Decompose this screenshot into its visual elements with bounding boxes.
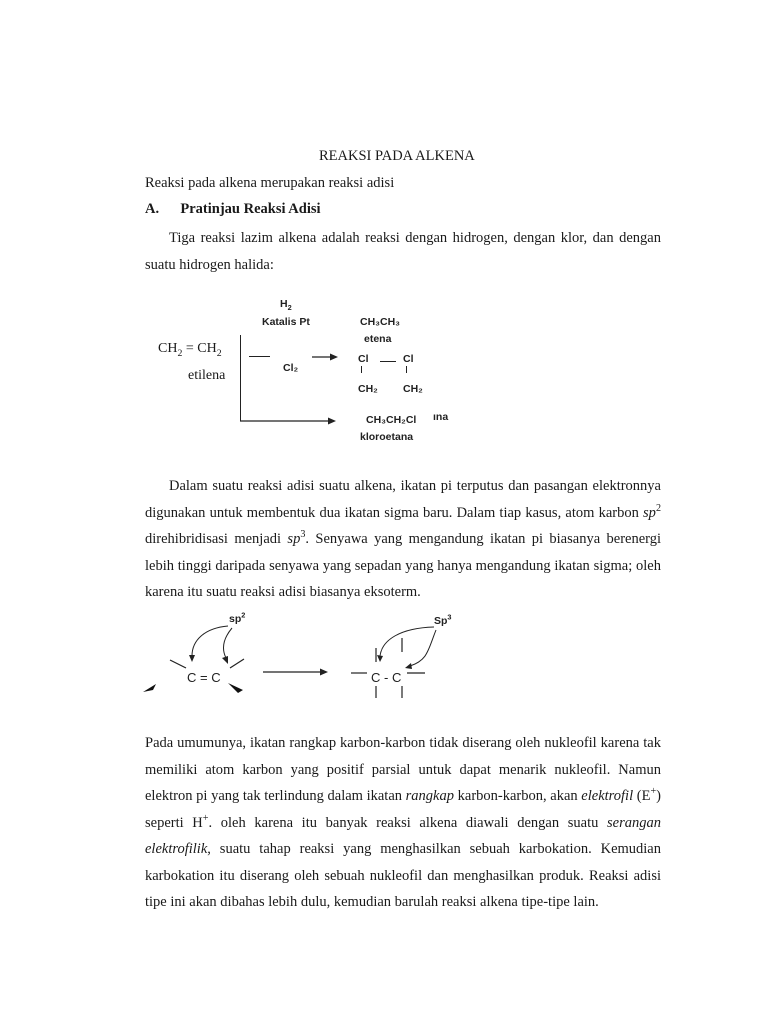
section-marker: A.: [145, 201, 160, 217]
reactant-formula: $CH_2 = CH_2$: [158, 341, 222, 359]
product-chloroethane-name: kloroetana: [360, 431, 414, 443]
product-ethane-name: etena: [364, 333, 392, 345]
label-sp3: Sp$^3$: [434, 612, 452, 627]
paragraph-intro: [145, 225, 661, 278]
paragraph-text: Dalam suatu reaksi adisi suatu alkena, ikatan pi terputus dan pasangan elektronnya digunakan untuk membentuk dua ikatan sigma baru. Dalam tiap kasus, atom karbon $sp^2$ direhibridisasi menjadi $sp^3$. Senyawa yang mengandung ikatan pi biasanya berenergi lebih tinggi daripada senyawa yang sepadan yang hanya mengandung ikatan sigma; oleh karena itu suatu reaksi adisi biasanya eksoterm.: [145, 478, 661, 600]
product-fragment: ına: [433, 411, 449, 423]
alkene-structure: C = C: [187, 670, 221, 685]
bond-line: [406, 366, 407, 373]
paragraph-text: Pada umumunya, ikatan rangkap karbon-karbon tidak diserang oleh nukleofil karena tak memiliki atom karbon yang positif parsial untuk dapat menarik nukleofil. Namun elektron pi yang tak terlindung dalam ikatan rangkap karbon-karbon, akan elektrofil (E+) seperti H+. oleh karena itu banyak reaksi alkena diawali dengan suatu serangan elektrofilik, suatu tahap reaksi yang menghasilkan sebuah karbokation. Kemudian karbokation itu diserang oleh sebuah nukleofil dan menghasilkan produk. Reaksi adisi tipe ini akan dibahas lebih dulu, kemudian barulah reaksi alkena tipe-tipe lain.: [145, 735, 662, 910]
product-ch2-left: CH₂: [358, 383, 378, 395]
document-title: REAKSI PADA ALKENA: [319, 148, 475, 164]
bond-line: [361, 366, 362, 373]
reagent-h2: $H_2$: [280, 298, 292, 313]
scheme-dash: [249, 356, 270, 357]
scheme-vertical-line: [240, 335, 241, 421]
paragraph-electrophile: [145, 730, 661, 916]
section-heading: [145, 201, 321, 218]
reactant-name: etilena: [188, 368, 226, 383]
paragraph-text: Tiga reaksi lazim alkena adalah reaksi dengan hidrogen, dengan klor, dan dengan suatu hidrogen halida:: [145, 230, 661, 273]
product-ethane-formula: CH₃CH₃: [360, 316, 401, 328]
product-chloroethane-formula: CH₃CH₂Cl: [366, 414, 417, 426]
alkane-structure: C - C: [371, 670, 402, 685]
reagent-cl2: Cl₂: [283, 362, 299, 374]
section-title: Pratinjau Reaksi Adisi: [180, 201, 321, 217]
intro-text: Reaksi pada alkena merupakan reaksi adisi: [145, 175, 395, 191]
label-sp2: $sp^2$: [229, 610, 246, 625]
product-ch2-right: CH₂: [403, 383, 423, 395]
product-cl-right: Cl: [403, 353, 414, 365]
bond-line: [380, 361, 396, 362]
paragraph-hybridization: [145, 473, 661, 606]
hybridization-diagram: [0, 0, 1, 1]
product-cl-left: Cl: [358, 353, 369, 365]
reagent-catalyst: Katalis Pt: [262, 316, 310, 328]
